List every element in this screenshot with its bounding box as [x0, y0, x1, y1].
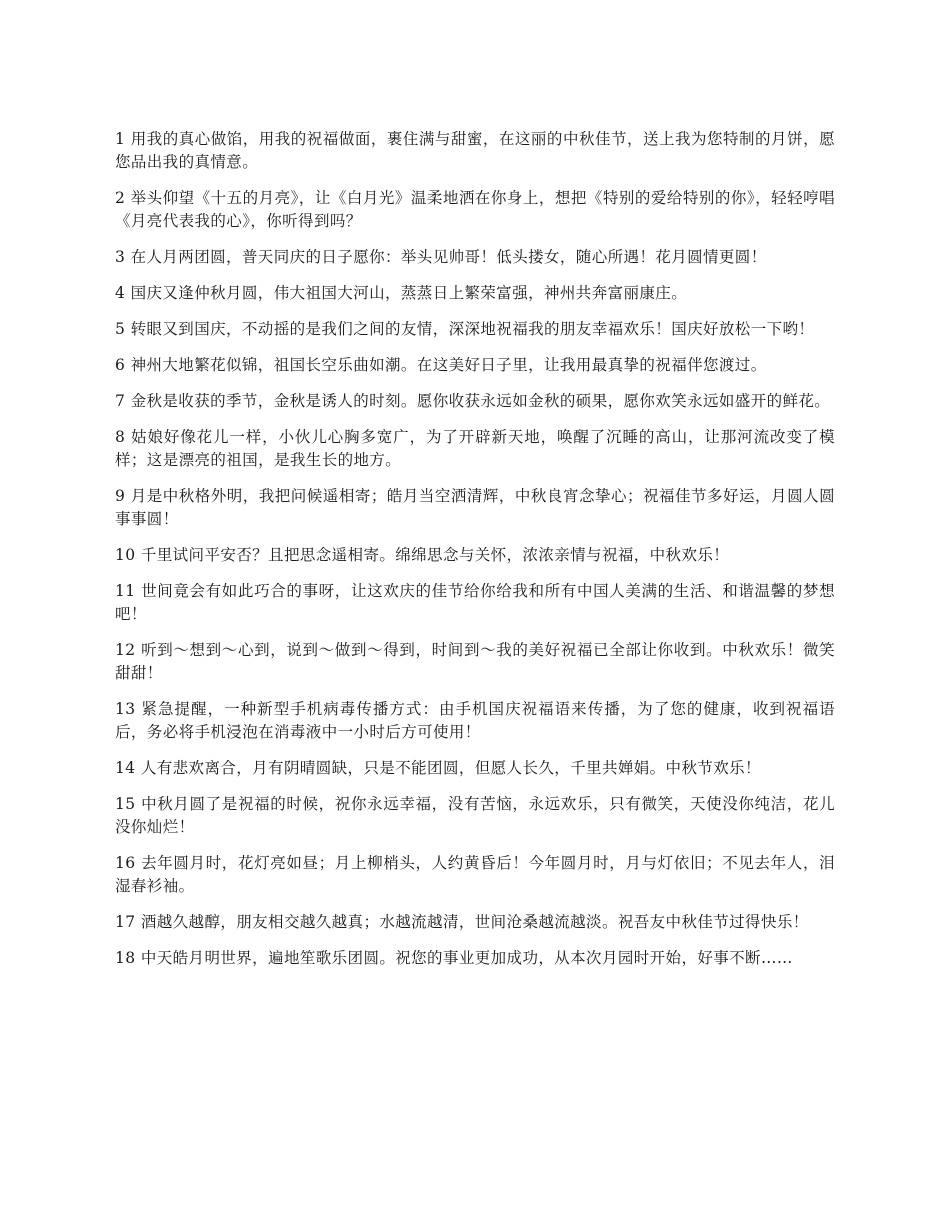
paragraph-8: 8 姑娘好像花儿一样，小伙儿心胸多宽广，为了开辟新天地，唤醒了沉睡的高山，让那河流改变了模样；这是漂亮的祖国，是我生长的地方。 — [115, 428, 835, 469]
paragraph-4: 4 国庆又逢仲秋月圆，伟大祖国大河山，蒸蒸日上繁荣富强，神州共奔富丽康庄。 — [115, 284, 688, 302]
paragraph-18: 18 中天皓月明世界，遍地笙歌乐团圆。祝您的事业更加成功，从本次月园时开始，好事不断…… — [115, 949, 793, 967]
paragraph-15: 15 中秋月圆了是祝福的时候，祝你永远幸福，没有苦恼，永远欢乐，只有微笑，天使没你纯洁，花儿没你灿烂！ — [115, 795, 835, 836]
paragraph-5: 5 转眼又到国庆，不动摇的是我们之间的友情，深深地祝福我的朋友幸福欢乐！国庆好放松一下哟！ — [115, 320, 815, 338]
paragraph-13: 13 紧急提醒，一种新型手机病毒传播方式：由手机国庆祝福语来传播，为了您的健康，收到祝福语后，务必将手机浸泡在消毒液中一小时后方可使用！ — [115, 700, 835, 741]
paragraph-12: 12 听到～想到～心到，说到～做到～得到，时间到～我的美好祝福已全部让你收到。中秋欢乐！微笑甜甜！ — [115, 641, 835, 682]
paragraph-2: 2 举头仰望《十五的月亮》，让《白月光》温柔地洒在你身上，想把《特别的爱给特别的你》，轻轻哼唱《月亮代表我的心》，你听得到吗？ — [115, 189, 835, 230]
document-body — [115, 128, 835, 983]
paragraph-9: 9 月是中秋格外明，我把问候遥相寄；皓月当空洒清辉，中秋良宵念挚心；祝福佳节多好运，月圆人圆事事圆！ — [115, 487, 835, 528]
paragraph-11: 11 世间竟会有如此巧合的事呀，让这欢庆的佳节给你给我和所有中国人美满的生活、和谐温馨的梦想吧！ — [115, 582, 835, 623]
paragraph-16: 16 去年圆月时，花灯亮如昼；月上柳梢头，人约黄昏后！今年圆月时，月与灯依旧；不见去年人，泪湿春衫袖。 — [115, 854, 835, 895]
paragraph-14: 14 人有悲欢离合，月有阴晴圆缺，只是不能团圆，但愿人长久，千里共婵娟。中秋节欢乐！ — [115, 759, 761, 777]
paragraph-10: 10 千里试问平安否？且把思念遥相寄。绵绵思念与关怀，浓浓亲情与祝福，中秋欢乐！ — [115, 546, 730, 564]
paragraph-1: 1 用我的真心做馅，用我的祝福做面，裹住满与甜蜜，在这丽的中秋佳节，送上我为您特制的月饼，愿您品出我的真情意。 — [115, 130, 835, 171]
paragraph-3: 3 在人月两团圆，普天同庆的日子愿你：举头见帅哥！低头搂女，随心所遇！花月圆情更圆！ — [115, 248, 767, 266]
paragraph-7: 7 金秋是收获的季节，金秋是诱人的时刻。愿你收获永远如金秋的硕果，愿你欢笑永远如盛开的鲜花。 — [115, 392, 831, 410]
paragraph-17: 17 酒越久越醇，朋友相交越久越真；水越流越清，世间沧桑越流越淡。祝吾友中秋佳节过得快乐！ — [115, 913, 809, 931]
paragraph-6: 6 神州大地繁花似锦，祖国长空乐曲如潮。在这美好日子里，让我用最真挚的祝福伴您渡过。 — [115, 356, 767, 374]
